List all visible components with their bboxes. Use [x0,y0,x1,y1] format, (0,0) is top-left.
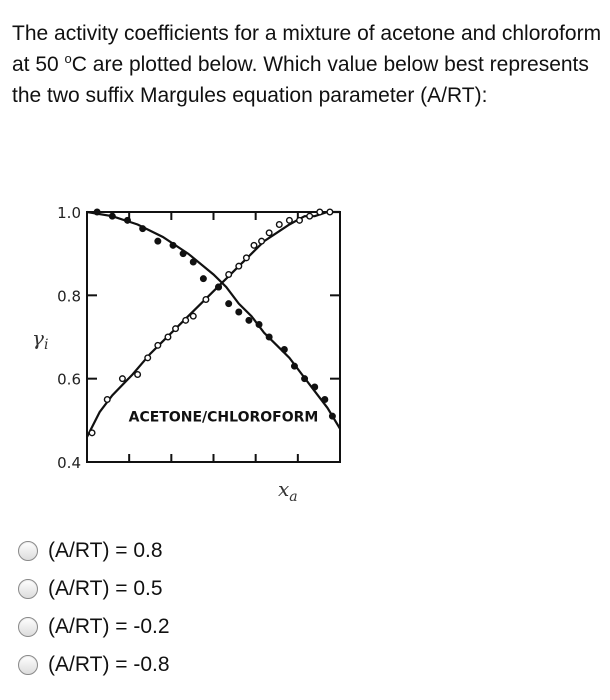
data-point-gamma_acetone [317,209,323,215]
data-point-gamma_acetone [165,334,171,340]
data-point-gamma_acetone [183,318,189,324]
data-point-gamma_acetone [104,397,110,403]
data-point-gamma_chloroform [125,218,131,224]
answer-option-2[interactable] [18,570,578,608]
data-point-gamma_acetone [203,297,209,303]
data-point-gamma_acetone [276,222,282,228]
data-point-gamma_acetone [307,213,313,219]
data-point-gamma_acetone [327,209,333,215]
question-text [12,18,602,111]
answer-options [18,532,578,684]
radio-button-1[interactable] [18,541,38,561]
data-point-gamma_acetone [120,376,126,382]
data-point-gamma_chloroform [330,413,336,419]
y-tick-label: 0.6 [57,370,81,389]
data-point-gamma_chloroform [236,309,242,315]
data-point-gamma_acetone [251,243,257,249]
curve-gamma_acetone [87,212,340,437]
data-point-gamma_acetone [89,430,95,436]
y-axis-label: $\gamma_i$ [32,326,49,353]
data-point-gamma_chloroform [216,284,222,290]
data-point-gamma_acetone [259,238,265,244]
data-point-gamma_acetone [135,372,141,378]
data-point-gamma_chloroform [94,209,100,215]
answer-option-4[interactable] [18,646,578,684]
data-point-gamma_chloroform [312,384,318,390]
answer-option-2-label: (A/RT) = 0.5 [48,577,163,600]
data-point-gamma_acetone [244,255,250,261]
data-point-gamma_acetone [287,218,293,224]
answer-option-1-label: (A/RT) = 0.8 [48,539,163,562]
data-point-gamma_chloroform [155,238,161,244]
question-part-1: The activity coefficients for a mixture of acetone and chloroform at 50 [12,22,602,76]
data-point-gamma_acetone [266,230,272,236]
data-point-gamma_chloroform [246,318,252,324]
data-point-gamma_chloroform [322,397,328,403]
x-axis-label: $x_a$ [278,477,298,505]
radio-button-4[interactable] [18,655,38,675]
data-point-gamma_chloroform [226,301,232,307]
data-point-gamma_acetone [173,326,179,332]
activity-coefficient-chart [0,190,610,510]
question-part-2: C are plotted below. Which value below best represents the two suffix Margules equation parameter (A/RT): [12,53,589,107]
data-point-gamma_chloroform [170,243,176,249]
data-point-gamma_chloroform [140,226,146,232]
radio-button-2[interactable] [18,579,38,599]
data-point-gamma_acetone [190,313,196,319]
degree-superscript: o [64,51,72,66]
radio-button-3[interactable] [18,617,38,637]
answer-option-4-label: (A/RT) = -0.8 [48,653,170,676]
data-point-gamma_acetone [236,263,242,269]
annotation-acetone-chloroform: ACETONE/CHLOROFORM [128,409,319,426]
answer-option-3[interactable] [18,608,578,646]
y-tick-label: 0.8 [57,287,81,306]
y-tick-label: 1.0 [57,204,81,222]
data-point-gamma_chloroform [201,276,207,282]
chart-svg [0,190,610,510]
data-point-gamma_acetone [297,218,303,224]
answer-option-3-label: (A/RT) = -0.2 [48,615,170,638]
data-point-gamma_chloroform [256,322,262,328]
data-point-gamma_acetone [155,343,161,349]
answer-option-1[interactable] [18,532,578,570]
data-point-gamma_chloroform [282,347,288,353]
data-point-gamma_chloroform [266,334,272,340]
curve-gamma_chloroform [87,212,340,429]
data-point-gamma_acetone [145,355,151,361]
data-point-gamma_chloroform [110,213,116,219]
data-point-gamma_chloroform [190,259,196,265]
data-point-gamma_chloroform [302,376,308,382]
data-point-gamma_chloroform [292,363,298,369]
y-tick-label: 0.4 [57,454,81,472]
data-point-gamma_chloroform [180,251,186,257]
data-point-gamma_acetone [226,272,232,278]
